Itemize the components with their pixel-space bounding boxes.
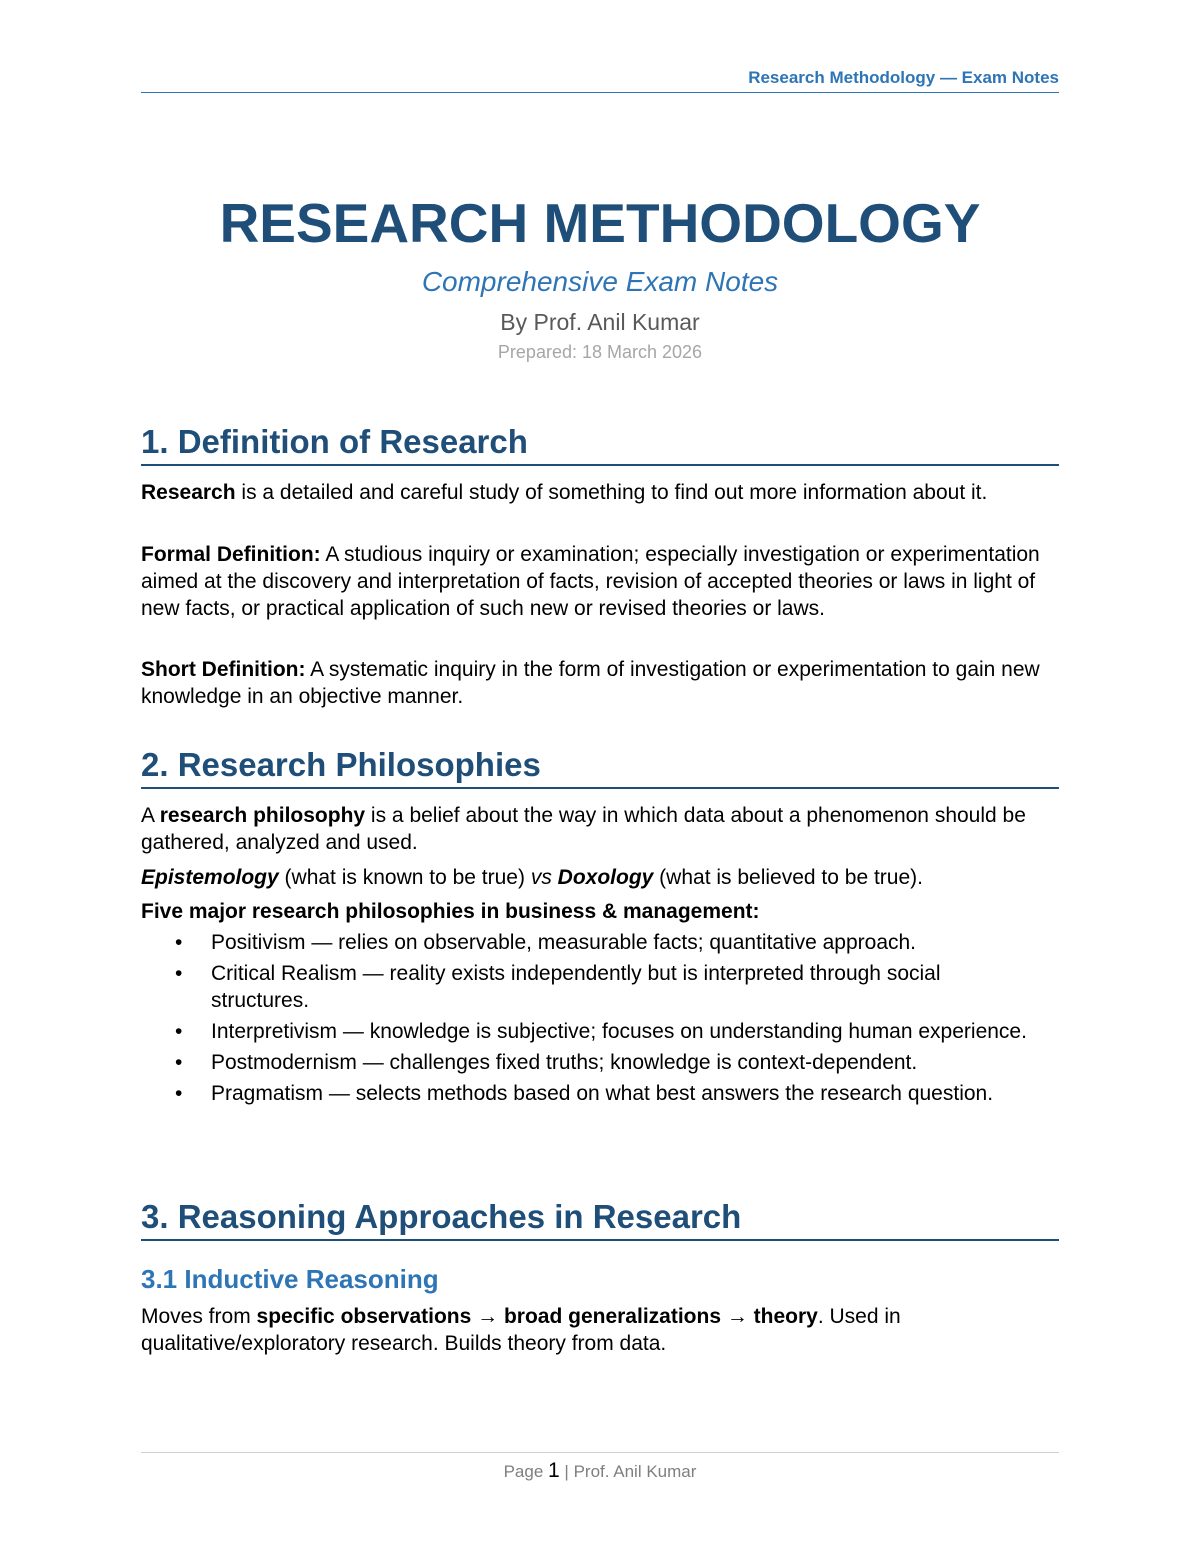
list-item xyxy=(141,1018,1059,1045)
section-heading-philosophies: 2. Research Philosophies xyxy=(141,745,1059,789)
document-subtitle: Comprehensive Exam Notes xyxy=(421,266,779,297)
footer-divider xyxy=(141,1452,1059,1453)
paragraph-text: is a belief about the way in which data about a phenomenon should be gathered, analyzed and used. xyxy=(141,804,1026,854)
paragraph-text: A studious inquiry or examination; especially investigation or experimentation aimed at the discovery and interpretation of facts, revision of accepted theories or laws in light of new facts, or practical application of such new or revised theories or laws. xyxy=(141,543,1040,620)
bullet-icon: • xyxy=(175,1082,183,1105)
term-formal-definition: Formal Definition: xyxy=(141,543,321,566)
list-item-text: Positivism — relies on observable, measurable facts; quantitative approach. xyxy=(211,931,917,954)
paragraph-text: (what is known to be true) xyxy=(278,866,531,889)
paragraph-text: A systematic inquiry in the form of investigation or experimentation to gain new knowledge in an objective manner. xyxy=(141,658,1040,708)
term-research-philosophy: research philosophy xyxy=(159,804,366,827)
document-title: RESEARCH METHODOLOGY xyxy=(219,192,981,254)
term-short-definition: Short Definition: xyxy=(141,658,306,681)
bullet-icon: • xyxy=(175,931,183,954)
term-epistemology: Epistemology xyxy=(141,866,279,889)
bullet-icon: • xyxy=(175,1020,183,1043)
paragraph-formal-definition xyxy=(141,541,1059,622)
term-inductive-flow: specific observations → broad generalizations → theory xyxy=(256,1305,818,1328)
running-header-title: Research Methodology — Exam Notes xyxy=(748,68,1059,87)
subsection-heading-inductive: 3.1 Inductive Reasoning xyxy=(141,1264,439,1294)
philosophies-list xyxy=(141,929,1059,1111)
footer-separator: | xyxy=(559,1462,574,1481)
list-heading-philosophies xyxy=(141,898,1059,925)
paragraph-text: (what is believed to be true). xyxy=(653,866,923,889)
list-item xyxy=(141,1049,1059,1076)
section-heading-reasoning: 3. Reasoning Approaches in Research xyxy=(141,1197,1059,1241)
paragraph-text: . Used in qualitative/exploratory research. Builds theory from data. xyxy=(141,1305,901,1355)
list-item-text: Critical Realism — reality exists independently but is interpreted through social structures. xyxy=(211,962,941,1012)
list-heading-text: Five major research philosophies in business & management: xyxy=(141,900,760,923)
paragraph-text: is a detailed and careful study of something to find out more information about it. xyxy=(235,481,988,504)
list-item xyxy=(141,960,1059,1014)
paragraph-inductive xyxy=(141,1303,1059,1357)
list-item xyxy=(141,1080,1059,1107)
list-item-text: Interpretivism — knowledge is subjective; focuses on understanding human experience. xyxy=(211,1020,1027,1043)
paragraph-short-definition xyxy=(141,656,1059,710)
bullet-icon: • xyxy=(175,962,183,985)
term-research: Research xyxy=(141,481,236,504)
page-number: 1 xyxy=(548,1459,560,1482)
paragraph-research-philosophy xyxy=(141,802,1059,856)
term-doxology: Doxology xyxy=(557,866,654,889)
list-item xyxy=(141,929,1059,956)
list-item-text: Pragmatism — selects methods based on what best answers the research question. xyxy=(211,1082,994,1105)
term-vs: vs xyxy=(530,866,552,889)
paragraph-text: Moves from xyxy=(141,1305,257,1328)
list-item-text: Postmodernism — challenges fixed truths; knowledge is context-dependent. xyxy=(211,1051,918,1074)
running-header xyxy=(141,68,1059,93)
document-author: By Prof. Anil Kumar xyxy=(500,309,700,335)
footer-author: Prof. Anil Kumar xyxy=(573,1462,697,1481)
footer-page-label: Page xyxy=(503,1462,549,1481)
document-date: Prepared: 18 March 2026 xyxy=(497,342,703,362)
paragraph-research xyxy=(141,479,1059,506)
section-heading-definition: 1. Definition of Research xyxy=(141,422,1059,466)
paragraph-epistemology xyxy=(141,864,1059,891)
paragraph-text: A xyxy=(141,804,160,827)
bullet-icon: • xyxy=(175,1051,183,1074)
page-footer xyxy=(0,1458,1200,1485)
